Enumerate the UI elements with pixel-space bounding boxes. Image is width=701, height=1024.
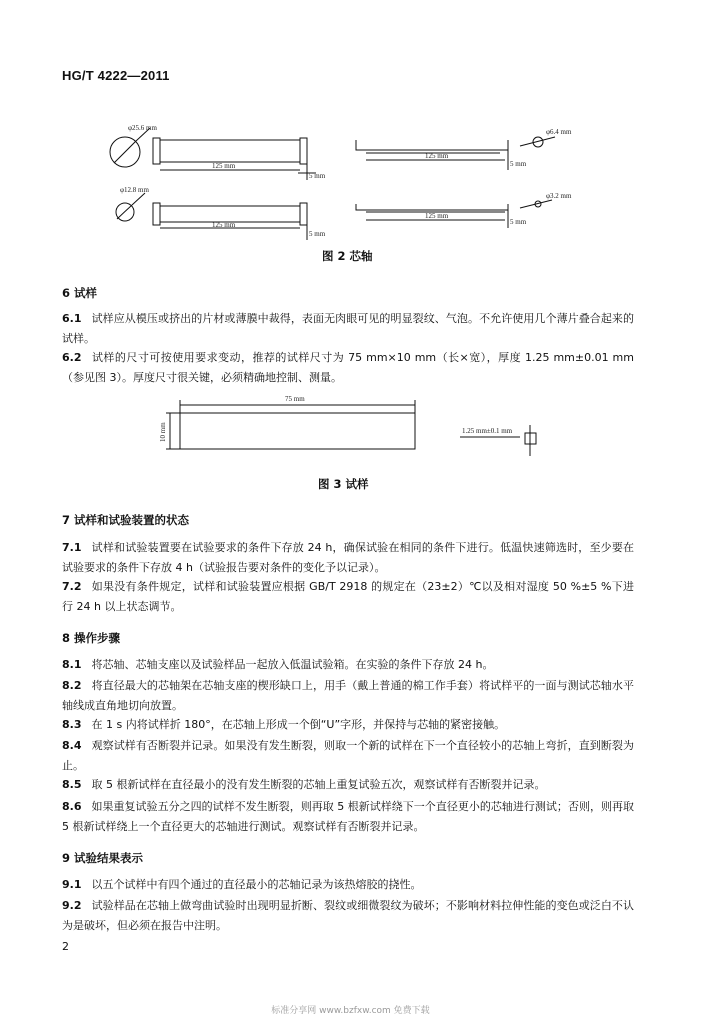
mandrel-c-height: 5 mm bbox=[309, 230, 326, 238]
section-7-heading: 7 试样和试验装置的状态 bbox=[62, 513, 190, 527]
para-8-2: 8.2 将直径最大的芯轴架在芯轴支座的楔形缺口上，用手（戴上普通的棉工作手套）将试样平的一面与测试芯轴水平轴线成直角地切向放置。 bbox=[62, 679, 634, 712]
para-7-1: 7.1 试样和试验装置要在试验要求的条件下存放 24 h，确保试验在相同的条件下进行。低温快速筛选时，至少要在试验要求的条件下存放 4 h（试验报告要对条件的变化予以记录）。 bbox=[62, 541, 634, 574]
mandrel-a-height: 5 mm bbox=[309, 172, 326, 180]
mandrel-b-diameter: φ6.4 mm bbox=[546, 128, 572, 136]
mandrel-a-diameter: φ25.6 mm bbox=[128, 124, 157, 132]
figure-3-caption: 图 3 试样 bbox=[318, 477, 369, 491]
mandrel-c-diameter: φ12.8 mm bbox=[120, 186, 149, 194]
mandrel-b-length: 125 mm bbox=[425, 152, 449, 160]
mandrel-b-height: 5 mm bbox=[510, 160, 527, 168]
figure-2-caption: 图 2 芯轴 bbox=[322, 249, 373, 263]
para-8-3: 8.3 在 1 s 内将试样折 180°，在芯轴上形成一个倒“U”字形，并保持与芯轴的紧密接触。 bbox=[62, 718, 506, 731]
mandrel-d-diameter: φ3.2 mm bbox=[546, 192, 572, 200]
mandrel-a-length: 125 mm bbox=[212, 162, 236, 170]
section-9-heading: 9 试验结果表示 bbox=[62, 851, 144, 865]
para-8-4: 8.4 观察试样有否断裂并记录。如果没有发生断裂，则取一个新的试样在下一个直径较小的芯轴上弯折，直到断裂为止。 bbox=[62, 739, 634, 772]
document-id: HG/T 4222—2011 bbox=[62, 68, 170, 83]
para-6-2: 6.2 试样的尺寸可按使用要求变动，推荐的试样尺寸为 75 mm×10 mm（长×宽），厚度 1.25 mm±0.01 mm（参见图 3）。厚度尺寸很关键，必须精确地控制、测量。 bbox=[62, 351, 634, 384]
para-8-5: 8.5 取 5 根新试样在直径最小的没有发生断裂的芯轴上重复试验五次，观察试样有否断裂并记录。 bbox=[62, 778, 546, 791]
mandrel-d-height: 5 mm bbox=[510, 218, 527, 226]
page-number: 2 bbox=[62, 940, 69, 953]
para-9-2: 9.2 试验样品在芯轴上做弯曲试验时出现明显折断、裂纹或细微裂纹为破坏；不影响材料拉伸性能的变色或泛白不认为是破坏，但必须在报告中注明。 bbox=[62, 899, 634, 932]
specimen-thickness: 1.25 mm±0.1 mm bbox=[462, 427, 513, 435]
mandrel-c-length: 125 mm bbox=[212, 221, 236, 229]
figure-3-specimen bbox=[0, 0, 701, 480]
para-6-1: 6.1 试样应从模压或挤出的片材或薄膜中裁得，表面无肉眼可见的明显裂纹、气泡。不允许使用几个薄片叠合起来的试样。 bbox=[62, 312, 634, 345]
section-8-heading: 8 操作步骤 bbox=[62, 631, 121, 645]
para-7-2: 7.2 如果没有条件规定，试样和试验装置应根据 GB/T 2918 的规定在（23±2）℃以及相对湿度 50 %±5 %下进行 24 h 以上状态调节。 bbox=[62, 580, 634, 613]
section-6-heading: 6 试样 bbox=[62, 286, 98, 300]
mandrel-d-length: 125 mm bbox=[425, 212, 449, 220]
para-8-6: 8.6 如果重复试验五分之四的试样不发生断裂，则再取 5 根新试样绕下一个直径更小的芯轴进行测试；否则，则再取 5 根新试样绕上一个直径更大的芯轴进行测试。观察试样有否断裂并记录。 bbox=[62, 800, 634, 833]
specimen-width: 10 mm bbox=[159, 422, 167, 442]
para-8-1: 8.1 将芯轴、芯轴支座以及试验样品一起放入低温试验箱。在实验的条件下存放 24 h。 bbox=[62, 658, 494, 671]
specimen-length: 75 mm bbox=[285, 395, 305, 403]
para-9-1: 9.1 以五个试样中有四个通过的直径最小的芯轴记录为该热熔胶的挠性。 bbox=[62, 878, 422, 891]
footer-watermark: 标准分享网 www.bzfxw.com 免费下载 bbox=[271, 1006, 430, 1016]
